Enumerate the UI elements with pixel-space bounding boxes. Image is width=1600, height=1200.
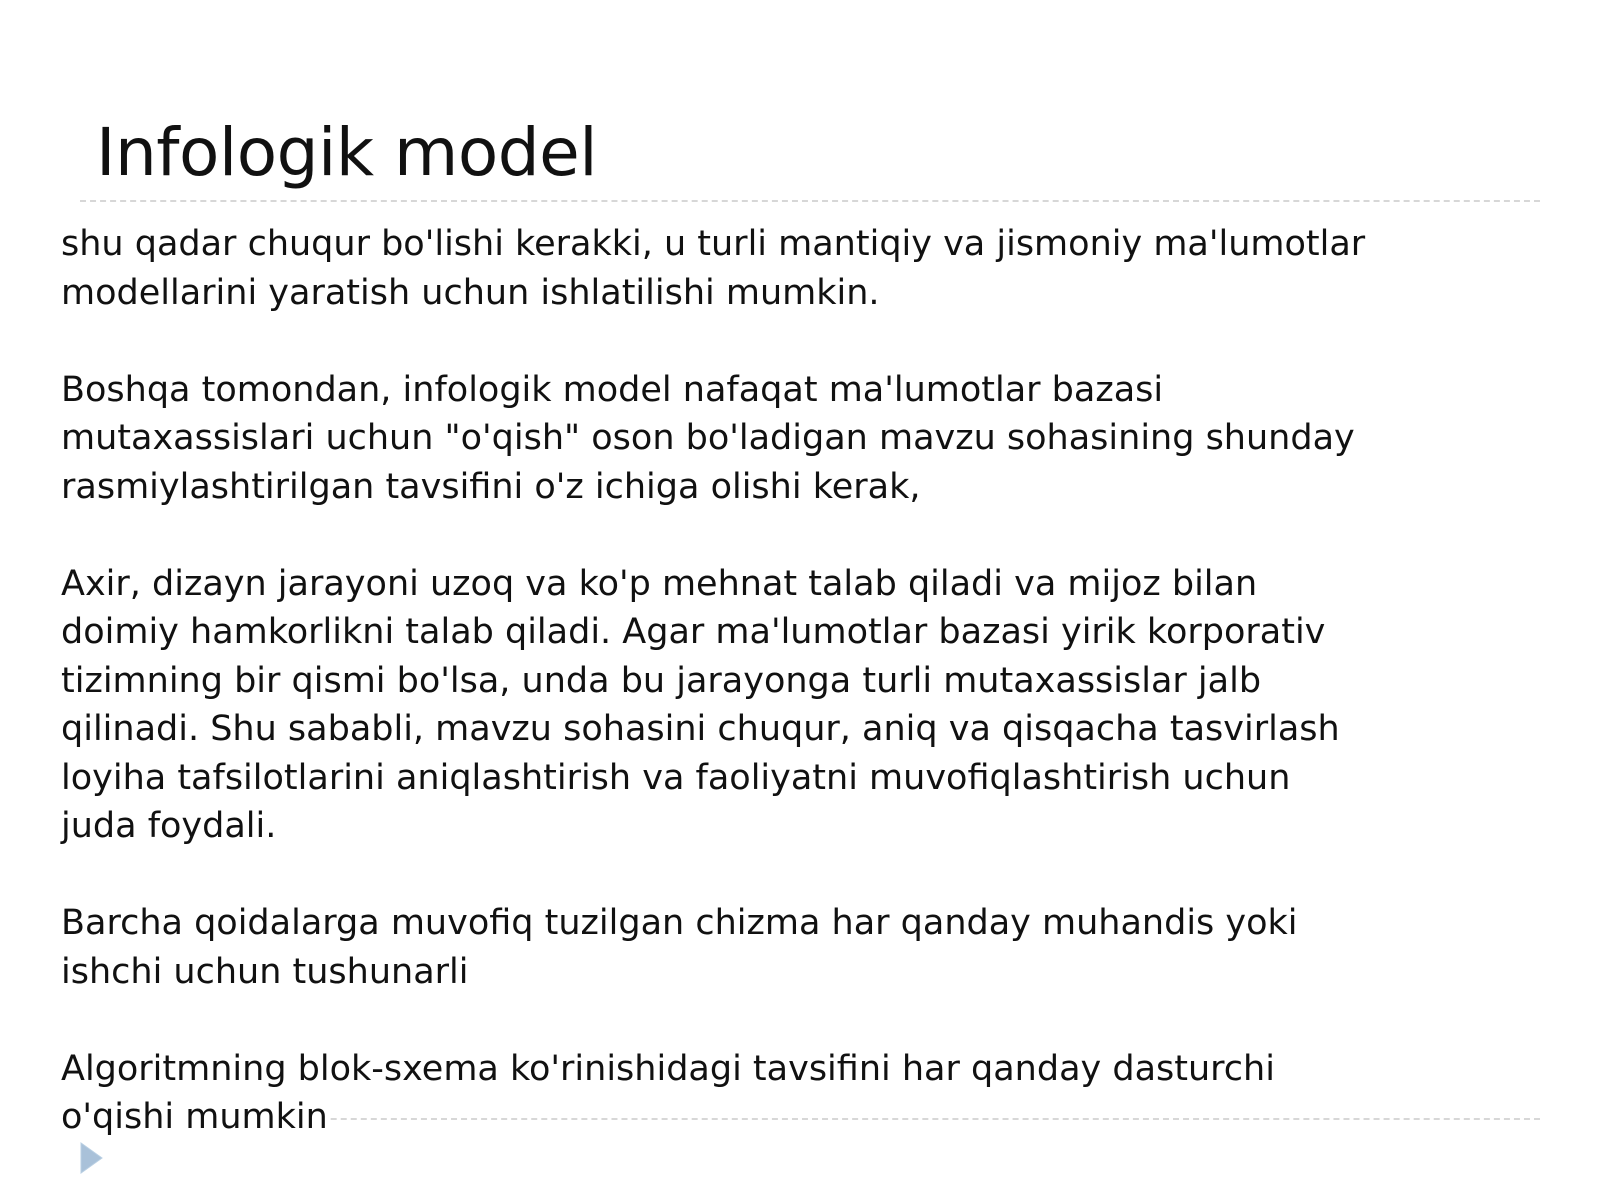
text-line: tizimning bir qismi bo'lsa, unda bu jarayonga turli mutaxassislar jalb [61, 660, 1262, 701]
paragraph-3 [61, 560, 1501, 851]
text-line: doimiy hamkorlikni talab qiladi. Agar ma'lumotlar bazasi yirik korporativ [61, 612, 1326, 652]
text-line: ishchi uchun tushunarli [61, 951, 469, 992]
title-divider [80, 200, 1540, 202]
text-line: mutaxassislari uchun "o'qish" oson bo'ladigan mavzu sohasining shunday [61, 418, 1355, 458]
slide-title: Infologik model [96, 114, 598, 191]
paragraph-1 [61, 220, 1501, 317]
play-arrow-icon[interactable] [78, 1141, 104, 1175]
text-line: shu qadar chuqur bo'lishi kerakki, u turli mantiqiy va jismoniy ma'lumotlar [61, 224, 1366, 264]
text-line: modellarini yaratish uchun ishlatilishi mumkin. [61, 272, 880, 313]
text-line [61, 1093, 1501, 1142]
text-line: loyiha tafsilotlarini aniqlashtirish va faoliyatni muvofiqlashtirish uchun [61, 757, 1291, 798]
paragraph-4 [61, 899, 1501, 996]
text-line: Algoritmning blok-sxema ko'rinishidagi tavsifini har qanday dasturchi [61, 1048, 1275, 1089]
text-line: Boshqa tomondan, infologik model nafaqat ma'lumotlar bazasi [61, 369, 1164, 410]
text-line: rasmiylashtirilgan tavsifini o'z ichiga olishi kerak, [61, 466, 921, 507]
text-line: Barcha qoidalarga muvofiq tuzilgan chizma har qanday muhandis yoki [61, 903, 1298, 943]
text-line: qilinadi. Shu sababli, mavzu sohasini chuqur, aniq va qisqacha tasvirlash [61, 709, 1340, 749]
slide-body [61, 220, 1501, 1142]
text-line-content: o'qishi mumkin [61, 1097, 328, 1137]
paragraph-2 [61, 366, 1501, 512]
paragraph-5 [61, 1045, 1501, 1142]
text-line: Axir, dizayn jarayoni uzoq va ko'p mehnat talab qiladi va mijoz bilan [61, 563, 1258, 604]
text-line: juda foydali. [61, 806, 277, 846]
